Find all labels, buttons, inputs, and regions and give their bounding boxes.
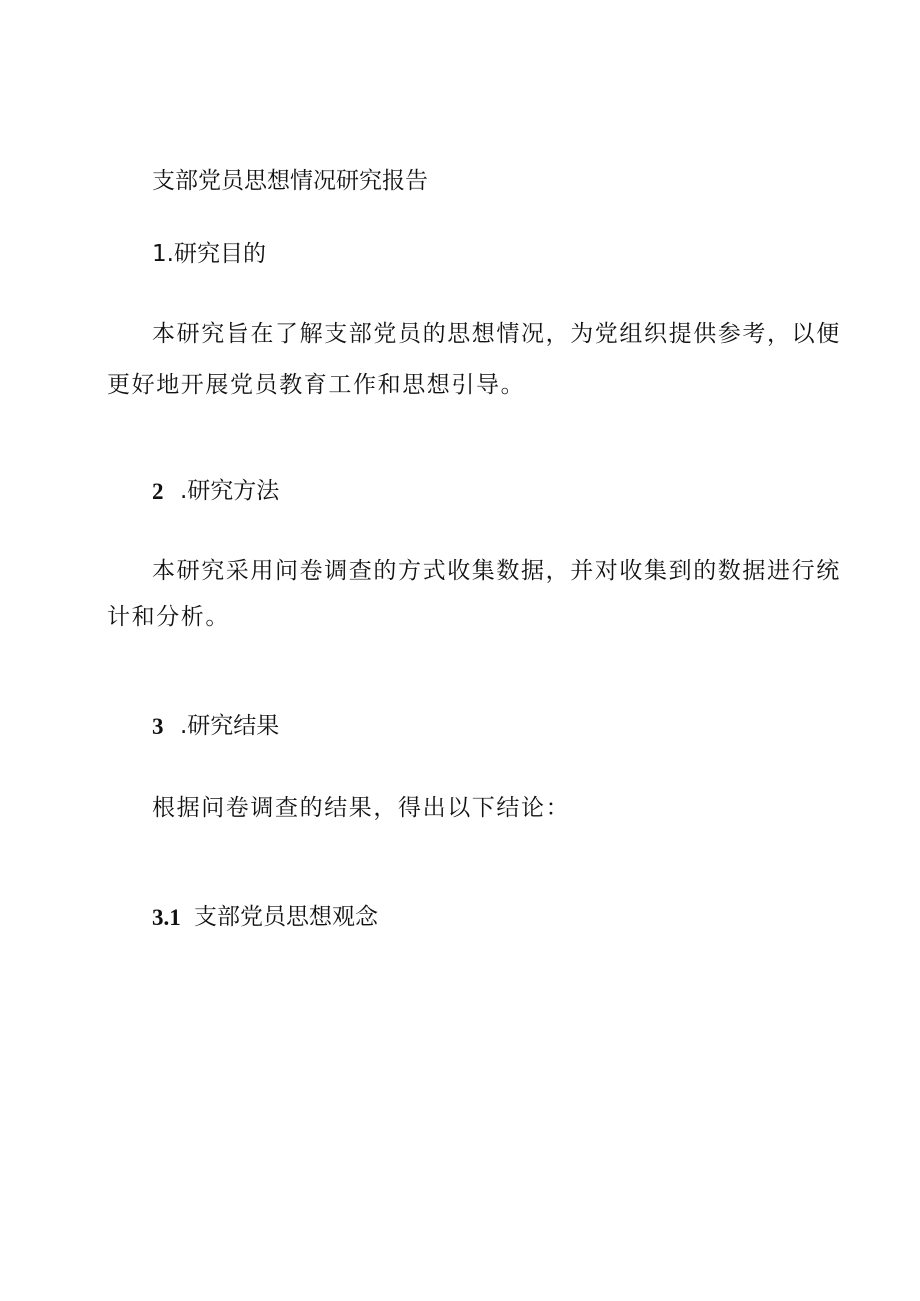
- section-3-1-heading: 支部党员思想观念: [194, 904, 378, 930]
- section-3-1-number: 3.1: [152, 905, 181, 930]
- section-2-number: 2: [152, 479, 164, 504]
- section-1-paragraph-line-1: 本研究旨在了解支部党员的思想情况，为党组织提供参考，以便: [152, 321, 841, 347]
- section-1-heading: 1.研究目的: [152, 241, 266, 267]
- section-1-paragraph-line-2: 更好地开展党员教育工作和思想引导。: [107, 372, 526, 398]
- section-3-paragraph-line-1: 根据问卷调查的结果，得出以下结论：: [152, 795, 571, 821]
- section-3-heading: .研究结果: [180, 713, 280, 739]
- section-2-paragraph-line-1: 本研究采用问卷调查的方式收集数据，并对收集到的数据进行统: [152, 558, 841, 584]
- section-3-number: 3: [152, 714, 164, 739]
- section-2-paragraph-line-2: 计和分析。: [107, 604, 230, 630]
- section-2-heading: .研究方法: [180, 478, 280, 504]
- document-title: 支部党员思想情况研究报告: [152, 168, 428, 194]
